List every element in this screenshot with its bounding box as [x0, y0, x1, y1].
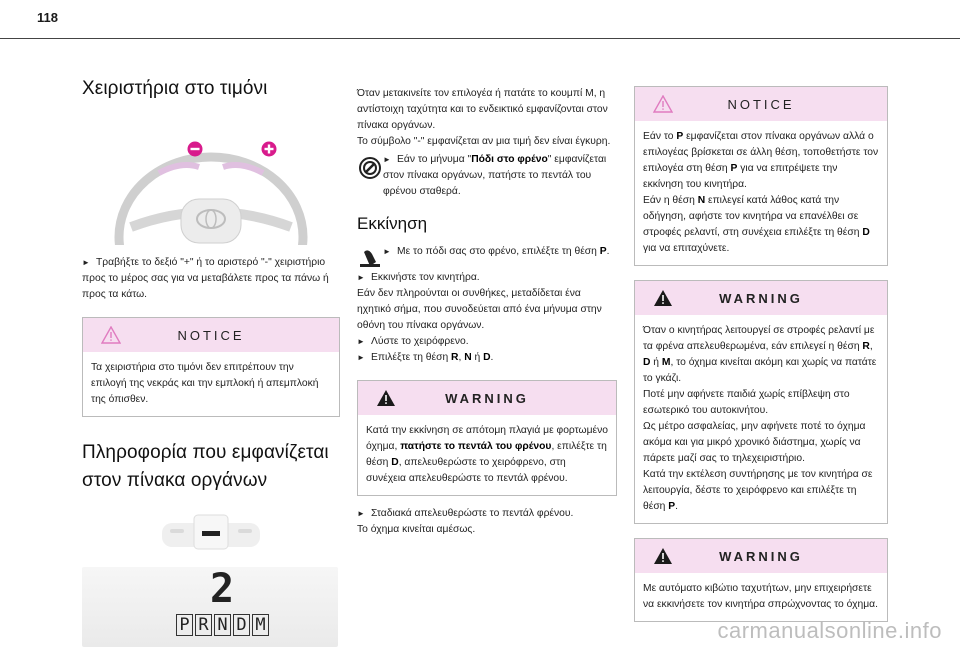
notice-triangle-icon — [653, 95, 673, 113]
section-title-starting: Εκκίνηση — [357, 214, 428, 233]
notice-park-text: Εάν το P εμφανίζεται στον πίνακα οργάνων αλλά ο επιλογέας βρίσκεται σε άλλη θέση, τοποθετήστε τον επιλογέα στη θέση P για να επιτρέψετε την εκκίνηση του κινητήρα. — [643, 131, 879, 190]
gear-display-panel — [82, 567, 338, 647]
warning-maintenance-text: Κατά την εκτέλεση συντήρησης με τον κινητήρα σε λειτουργία, δέστε το χειρόφρενο και επιλέξτε τη θέση P. — [643, 469, 873, 512]
notice-box-steering — [82, 317, 340, 417]
section-title-display-info: Πληροφορία που εμφανίζεται στον πίνακα οργάνων — [82, 442, 329, 491]
current-gear-number: 2 — [210, 566, 235, 612]
gear-letter-m: M — [252, 614, 269, 636]
column-3 — [634, 86, 888, 622]
release-brake-step: ► Σταδιακά απελευθερώστε το πεντάλ φρένου. — [357, 508, 574, 519]
section-title-steering-controls: Χειριστήρια στο τιμόνι — [82, 78, 268, 99]
brake-message-row: ► Εάν το μήνυμα "Πόδι στο φρένο" εμφανίζεται στον πίνακα οργάνων, πατήστε το πεντάλ του φρένου σταθερά. — [357, 152, 617, 200]
warning-box-slope — [357, 380, 617, 496]
gear-letter-p: P — [176, 614, 193, 636]
warning-slope-text: Κατά την εκκίνηση σε απότομη πλαγιά με φορτωμένο όχημα, πατήστε το πεντάλ του φρένου, επιλέξτε τη θέση D, απελευθερώστε το χειρόφρενο, στη συνέχεια απελευθερώστε το πεντάλ φρένου. — [366, 425, 608, 484]
warning-header: WARNING — [358, 381, 616, 415]
brake-pedal-warning-icon — [357, 156, 383, 180]
gear-letters — [176, 614, 269, 636]
invalid-symbol-text: Το σύμβολο "-" εμφανίζεται αν μια τιμή δεν είναι έγκυρη. — [357, 136, 611, 147]
column-2 — [357, 86, 617, 538]
start-conditions-text: Εάν δεν πληρούνται οι συνθήκες, μεταδίδεται ένα ηχητικό σήμα, που συνοδεύεται από ένα μήνυμα στην οθόνη του πίνακα οργάνων. — [357, 288, 602, 331]
gear-letter-n: N — [214, 614, 231, 636]
warning-header: WARNING — [635, 281, 887, 315]
warning-box-push-start — [634, 538, 888, 622]
warning-push-start-text: Με αυτόματο κιβώτιο ταχυτήτων, μην επιχειρήσετε να εκκινήσετε τον κινητήρα σπρώχνοντας το όχημα. — [643, 583, 878, 610]
notice-text: Τα χειριστήρια στο τιμόνι δεν επιτρέπουν την επιλογή της νεκράς και την εμπλοκή ή απεμπλοκή της όπισθεν. — [91, 362, 319, 405]
start-step-3: ► Λύστε το χειρόφρενο. — [357, 336, 469, 347]
dashboard-display-illustration — [156, 513, 266, 557]
start-step-1: ► Με το πόδι σας στο φρένο, επιλέξτε τη θέση P. — [357, 244, 617, 270]
page-number: 118 — [37, 10, 58, 25]
foot-on-brake-icon — [357, 246, 383, 270]
vehicle-moves-text: Το όχημα κινείται αμέσως. — [357, 524, 476, 535]
warning-box-idle — [634, 280, 888, 524]
notice-box-park — [634, 86, 888, 266]
notice-header: NOTICE — [635, 87, 887, 121]
warning-header: WARNING — [635, 539, 887, 573]
header-rule — [0, 38, 960, 39]
start-step-4: ► Επιλέξτε τη θέση R, N ή D. — [357, 352, 494, 363]
selector-info-text: Όταν μετακινείτε τον επιλογέα ή πατάτε το κουμπί M, η αντίστοιχη ταχύτητα και το ενδεικτικό εμφανίζονται στον πίνακα οργάνων. — [357, 88, 608, 131]
warning-remote-text: Ως μέτρο ασφαλείας, μην αφήνετε ποτέ το όχημα ακόμα και για μικρό χρονικό διάστημα, χωρίς να πάρετε μαζί σας το τηλεχειριστήριο. — [643, 421, 866, 464]
steering-wheel-illustration — [111, 127, 311, 245]
notice-triangle-icon — [101, 326, 121, 344]
notice-neutral-text: Εάν η θέση N επιλεγεί κατά λάθος κατά την οδήγηση, αφήστε τον κινητήρα να επανέλθει σε στροφές ρελαντί, στη συνέχεια επιλέξτε τη θέση D για να επιταχύνετε. — [643, 195, 870, 254]
notice-header: NOTICE — [83, 318, 339, 352]
gear-letter-r: R — [195, 614, 212, 636]
paddle-instruction: ► Τραβήξτε το δεξιό "+" ή το αριστερό "-" χειριστήριο προς το μέρος σας για να μεταβάλετε προς τα πάνω ή προς τα κάτω. — [82, 257, 329, 300]
warning-idle-text: Όταν ο κινητήρας λειτουργεί σε στροφές ρελαντί με τα φρένα απελευθερωμένα, εάν επιλεγεί η θέση R, D ή M, το όχημα κινείται ακόμη και χωρίς να πατάτε το γκάζι. — [643, 325, 877, 384]
warning-children-text: Ποτέ μην αφήνετε παιδιά χωρίς επίβλεψη στο εσωτερικό του αυτοκινήτου. — [643, 389, 850, 416]
warning-triangle-icon — [653, 289, 673, 307]
warning-triangle-icon — [376, 389, 396, 407]
watermark: carmanualsonline.info — [717, 618, 942, 643]
warning-triangle-icon — [653, 547, 673, 565]
start-step-2: ► Εκκινήστε τον κινητήρα. — [357, 272, 480, 283]
column-1 — [82, 76, 340, 647]
gear-letter-d: D — [233, 614, 250, 636]
